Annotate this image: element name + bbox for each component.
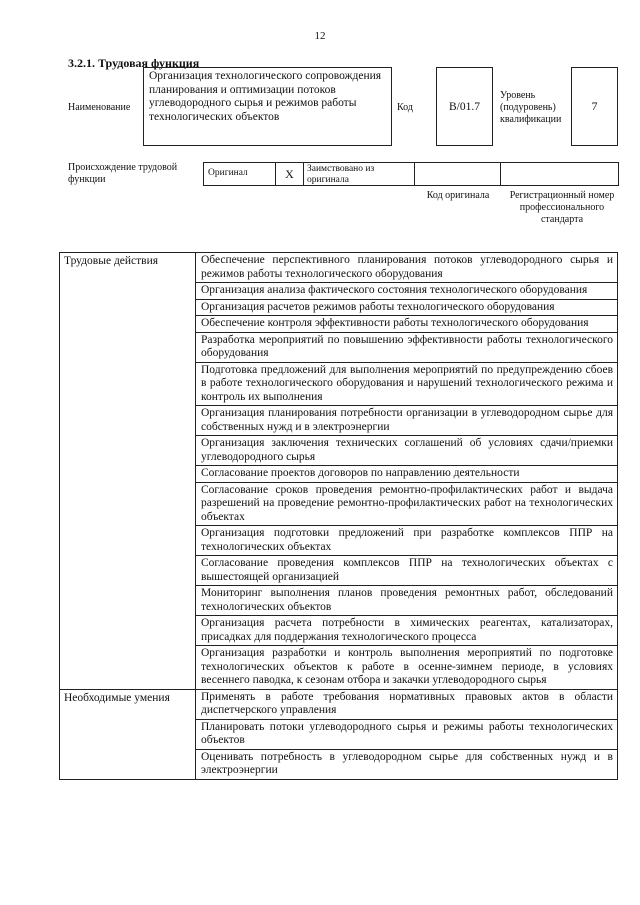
section-item: Обеспечение перспективного планирования потоков углеводородного сырья и режимов работы технологического оборудования [196, 253, 618, 283]
section-item: Организация подготовки предложений при разработке комплексов ППР на технологических объектах [196, 526, 618, 556]
code-original-caption: Код оригинала [426, 190, 490, 201]
section-category: Необходимые умения [60, 689, 196, 779]
section-item: Организация заключения технических соглашений об условиях сдачи/приемки углеводородного сырья [196, 436, 618, 466]
section-category: Трудовые действия [60, 253, 196, 690]
origin-row [203, 162, 619, 186]
name-label: Наименование [68, 102, 131, 113]
section-title: 3.2.1. Трудовая функция [68, 56, 200, 70]
reg-number-caption: Регистрационный номер профессионального стандарта [509, 190, 615, 225]
section-item: Мониторинг выполнения планов проведения ремонтных работ, обследований технологических объектов [196, 586, 618, 616]
original-mark: X [276, 163, 304, 185]
function-name: Организация технологического сопровождения планирования и оптимизации потоков углеводородного сырья и режимов работы технологических объектов [143, 67, 392, 146]
table-row [60, 253, 618, 283]
origin-label: Происхождение трудовой функции [68, 162, 178, 185]
section-item: Оценивать потребность в углеводородном сырье для собственных нужд и в электроэнергии [196, 749, 618, 779]
qualification-level: 7 [571, 67, 618, 146]
reg-number-cell [501, 163, 618, 185]
borrowed-label: Заимствовано из оригинала [304, 163, 415, 185]
table-row [60, 689, 618, 719]
section-item: Организация планирования потребности организации в углеводородном сырье для собственных нужд и в электроэнергии [196, 406, 618, 436]
section-item: Разработка мероприятий по повышению эффективности работы технологического оборудования [196, 332, 618, 362]
level-label: Уровень (подуровень) квалификации [500, 90, 562, 125]
page-number: 12 [314, 30, 326, 42]
section-item: Согласование сроков проведения ремонтно-профилактических работ и выдача разрешений на проведение ремонтно-профилактических работ на технологических объектах [196, 482, 618, 526]
code-label: Код [397, 102, 413, 113]
section-item: Организация расчета потребности в химических реагентах, катализаторах, присадках для поддержания технологического процесса [196, 616, 618, 646]
section-item: Организация анализа фактического состояния технологического оборудования [196, 283, 618, 300]
original-label: Оригинал [204, 163, 276, 185]
section-item: Организация разработки и контроль выполнения мероприятий по подготовке технологических объектов к работе в осенне-зимнем периоде, в условиях весеннего паводка, к сезонам отбора и закачки углеводородного сырья [196, 646, 618, 690]
function-table [59, 252, 618, 780]
section-item: Согласование проектов договоров по направлению деятельности [196, 466, 618, 483]
section-item: Подготовка предложений для выполнения мероприятий по предупреждению сбоев в работе технологического оборудования и нарушений технологического режима и контроль их выполнения [196, 362, 618, 406]
section-item: Обеспечение контроля эффективности работы технологического оборудования [196, 316, 618, 333]
section-item: Планировать потоки углеводородного сырья и режимы работы технологических объектов [196, 719, 618, 749]
section-item: Согласование проведения комплексов ППР на технологических объектах с вышестоящей организацией [196, 556, 618, 586]
section-item: Применять в работе требования нормативных правовых актов в области диспетчерского управления [196, 689, 618, 719]
function-code: В/01.7 [436, 67, 493, 146]
code-original-cell [415, 163, 501, 185]
section-item: Организация расчетов режимов работы технологического оборудования [196, 299, 618, 316]
